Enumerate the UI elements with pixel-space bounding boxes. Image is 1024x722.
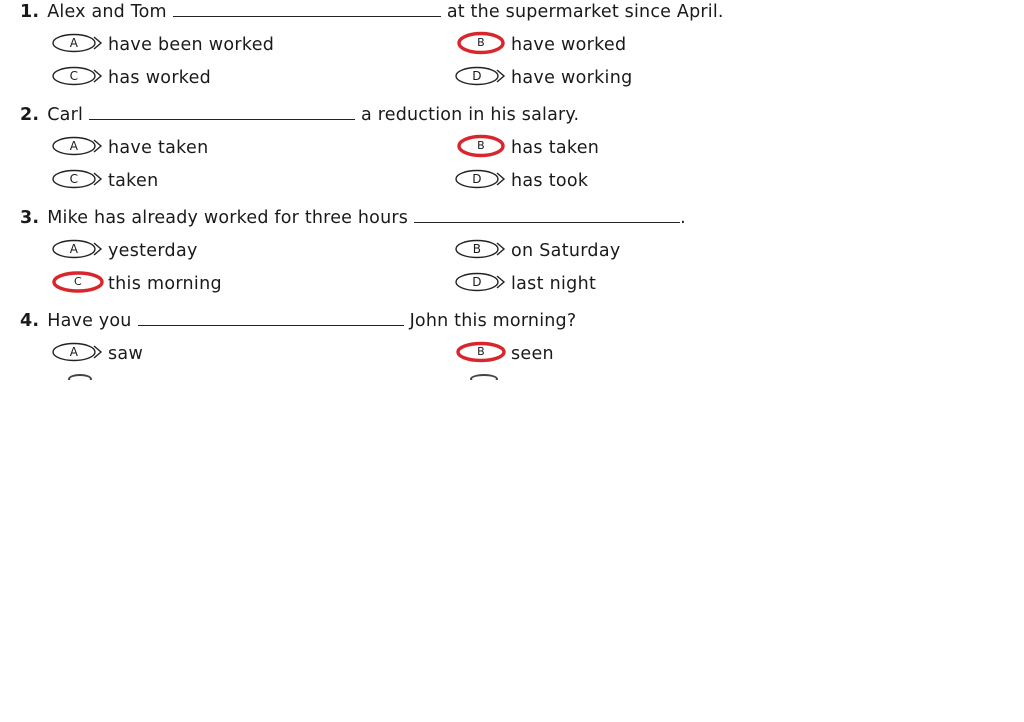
option-c-bubble[interactable] bbox=[52, 66, 102, 86]
stem-before: Alex and Tom bbox=[47, 2, 167, 22]
option-d[interactable] bbox=[455, 272, 596, 296]
option-letter: C bbox=[69, 69, 79, 83]
option-b[interactable] bbox=[455, 136, 599, 160]
option-letter: D bbox=[472, 69, 482, 83]
option-letter: B bbox=[477, 345, 485, 358]
option-letter: C bbox=[69, 172, 79, 186]
option-text: has took bbox=[511, 171, 589, 191]
option-letter: D bbox=[472, 172, 482, 186]
option-text: has worked bbox=[108, 68, 212, 88]
option-text: on Saturday bbox=[511, 241, 621, 261]
option-c[interactable] bbox=[52, 169, 158, 193]
question-number: 2. bbox=[20, 105, 40, 125]
question-stem bbox=[20, 103, 579, 127]
option-text: have worked bbox=[511, 35, 627, 55]
option-a[interactable] bbox=[52, 342, 143, 366]
option-d-bubble[interactable] bbox=[455, 169, 505, 189]
question-number: 3. bbox=[20, 208, 40, 228]
stem-after: John this morning? bbox=[409, 311, 577, 331]
option-letter: A bbox=[69, 139, 79, 153]
option-c-bubble[interactable] bbox=[52, 169, 102, 189]
option-d[interactable] bbox=[455, 169, 588, 193]
answer-blank bbox=[173, 2, 441, 17]
option-a-bubble[interactable] bbox=[52, 342, 102, 362]
cutoff-bubble-edge bbox=[68, 374, 92, 380]
option-a-bubble[interactable] bbox=[52, 33, 102, 53]
question-stem bbox=[20, 206, 686, 230]
option-text: this morning bbox=[108, 274, 222, 294]
question-3 bbox=[0, 206, 1024, 306]
option-a[interactable] bbox=[52, 136, 208, 160]
cutoff-bubble-edge bbox=[470, 374, 498, 380]
option-c[interactable] bbox=[52, 66, 211, 90]
stem-after: at the supermarket since April. bbox=[446, 2, 724, 22]
question-stem bbox=[20, 0, 724, 24]
question-number: 4. bbox=[20, 311, 40, 331]
option-letter: A bbox=[69, 36, 79, 50]
option-a-bubble[interactable] bbox=[52, 136, 102, 156]
option-d-bubble[interactable] bbox=[455, 66, 505, 86]
option-letter: D bbox=[472, 275, 482, 289]
option-letter: B bbox=[472, 242, 482, 256]
option-d[interactable] bbox=[455, 66, 633, 90]
question-4 bbox=[0, 309, 1024, 380]
stem-after: a reduction in his salary. bbox=[361, 105, 580, 125]
question-2 bbox=[0, 103, 1024, 203]
option-text: have been worked bbox=[108, 35, 275, 55]
option-letter: B bbox=[477, 139, 485, 152]
option-b[interactable] bbox=[455, 239, 621, 263]
option-letter: C bbox=[74, 275, 82, 288]
option-c-bubble-selected[interactable] bbox=[52, 272, 102, 292]
option-a-bubble[interactable] bbox=[52, 239, 102, 259]
option-b-bubble-selected[interactable] bbox=[455, 342, 505, 362]
question-stem bbox=[20, 309, 576, 333]
option-text: last night bbox=[511, 274, 597, 294]
stem-after: . bbox=[680, 208, 686, 228]
option-d-bubble[interactable] bbox=[455, 272, 505, 292]
option-letter: A bbox=[69, 242, 79, 256]
option-b-bubble-selected[interactable] bbox=[455, 136, 505, 156]
option-text: have taken bbox=[108, 138, 209, 158]
question-1 bbox=[0, 0, 1024, 100]
option-c[interactable] bbox=[52, 272, 222, 296]
stem-before: Have you bbox=[47, 311, 132, 331]
option-b[interactable] bbox=[455, 33, 626, 57]
option-letter: B bbox=[477, 36, 485, 49]
option-text: yesterday bbox=[108, 241, 198, 261]
answer-blank bbox=[138, 311, 404, 326]
option-a[interactable] bbox=[52, 239, 198, 263]
option-letter: A bbox=[69, 345, 79, 359]
option-text: has taken bbox=[511, 138, 600, 158]
stem-before: Mike has already worked for three hours bbox=[47, 208, 409, 228]
option-text: taken bbox=[108, 171, 159, 191]
stem-before: Carl bbox=[47, 105, 84, 125]
option-text: have working bbox=[511, 68, 633, 88]
answer-blank bbox=[89, 105, 355, 120]
option-b-bubble-selected[interactable] bbox=[455, 33, 505, 53]
option-b[interactable] bbox=[455, 342, 554, 366]
option-text: seen bbox=[511, 344, 554, 364]
answer-blank bbox=[414, 208, 680, 223]
option-text: saw bbox=[108, 344, 144, 364]
option-b-bubble[interactable] bbox=[455, 239, 505, 259]
option-a[interactable] bbox=[52, 33, 274, 57]
question-number: 1. bbox=[20, 2, 40, 22]
